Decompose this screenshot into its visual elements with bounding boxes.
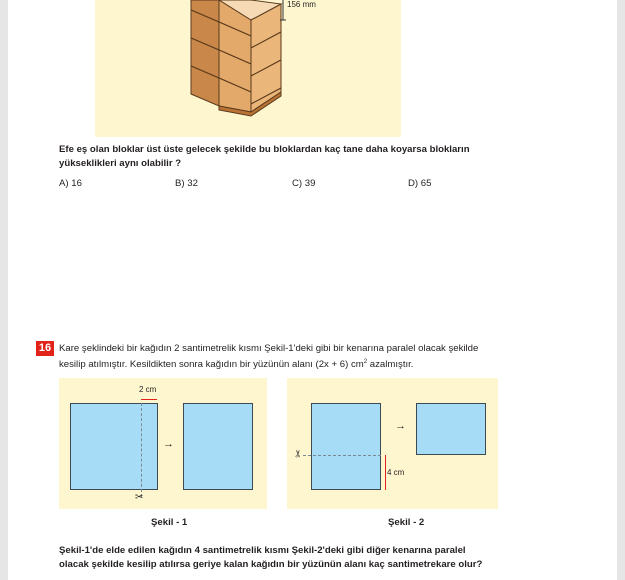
question16-followup-line1: Şekil-1'de elde edilen kağıdın 4 santimetrelik kısmı Şekil-2'deki gibi diğer kenarına paralel: [59, 545, 466, 556]
scissors-icon: ✂: [135, 492, 144, 503]
page: [8, 0, 617, 580]
question15-line1: Efe eş olan bloklar üst üste gelecek şekilde bu bloklardan kaç tane daha koyarsa blokların: [59, 144, 470, 155]
figure2-dimension-label: 4 cm: [387, 468, 405, 477]
question15-line2: yükseklikleri aynı olabilir ?: [59, 158, 182, 169]
figure2-dimension-marker: [385, 455, 386, 490]
figure1-dimension-marker: [141, 399, 157, 400]
option-c[interactable]: C) 39: [292, 178, 316, 189]
figure1-caption: Şekil - 1: [151, 517, 188, 528]
block-stack-figure: [95, 0, 401, 137]
question15-text: [59, 143, 579, 171]
option-a[interactable]: A) 16: [59, 178, 82, 189]
figure2-result-rectangle: [416, 403, 486, 455]
figure1-dimension-label: 2 cm: [139, 385, 157, 394]
question16-line2: [59, 356, 589, 372]
question16-line1: Kare şeklindeki bir kağıdın 2 santimetrelik kısmı Şekil-1'deki gibi bir kenarına paralel olacak şekilde: [59, 343, 479, 354]
question16-line2-superscript: 2: [363, 358, 368, 365]
option-d[interactable]: D) 65: [408, 178, 432, 189]
arrow-right-icon: →: [395, 420, 406, 432]
option-b[interactable]: B) 32: [175, 178, 198, 189]
question16-followup-line2: olacak şekilde kesilip atılırsa geriye kalan kağıdın bir yüzünün alanı kaç santimetrekare olur?: [59, 559, 483, 570]
question16-line2-suffix: azalmıştır.: [367, 358, 414, 370]
question16-number-badge: 16: [36, 341, 54, 356]
figure1-original-square: [70, 403, 158, 490]
brick-stack-illustration: [95, 0, 401, 137]
arrow-right-icon: →: [163, 438, 174, 450]
figure2-caption: Şekil - 2: [388, 517, 425, 528]
figure1-result-rectangle: [183, 403, 253, 490]
figure1-cut-line: [141, 403, 142, 497]
figure1-panel: [59, 378, 267, 509]
question16-text: [59, 342, 589, 371]
question16-followup: [59, 544, 599, 572]
figure2-panel: [287, 378, 498, 509]
figure2-start-rectangle: [311, 403, 381, 490]
question16-line2-prefix: kesilip atılmıştır. Kesildikten sonra kağıdın bir yüzünün alanı (2x + 6) cm: [59, 358, 364, 370]
block-dimension-label: 156 mm: [287, 0, 316, 9]
scissors-icon: ✂: [293, 449, 305, 458]
figure2-cut-line: [303, 455, 381, 456]
